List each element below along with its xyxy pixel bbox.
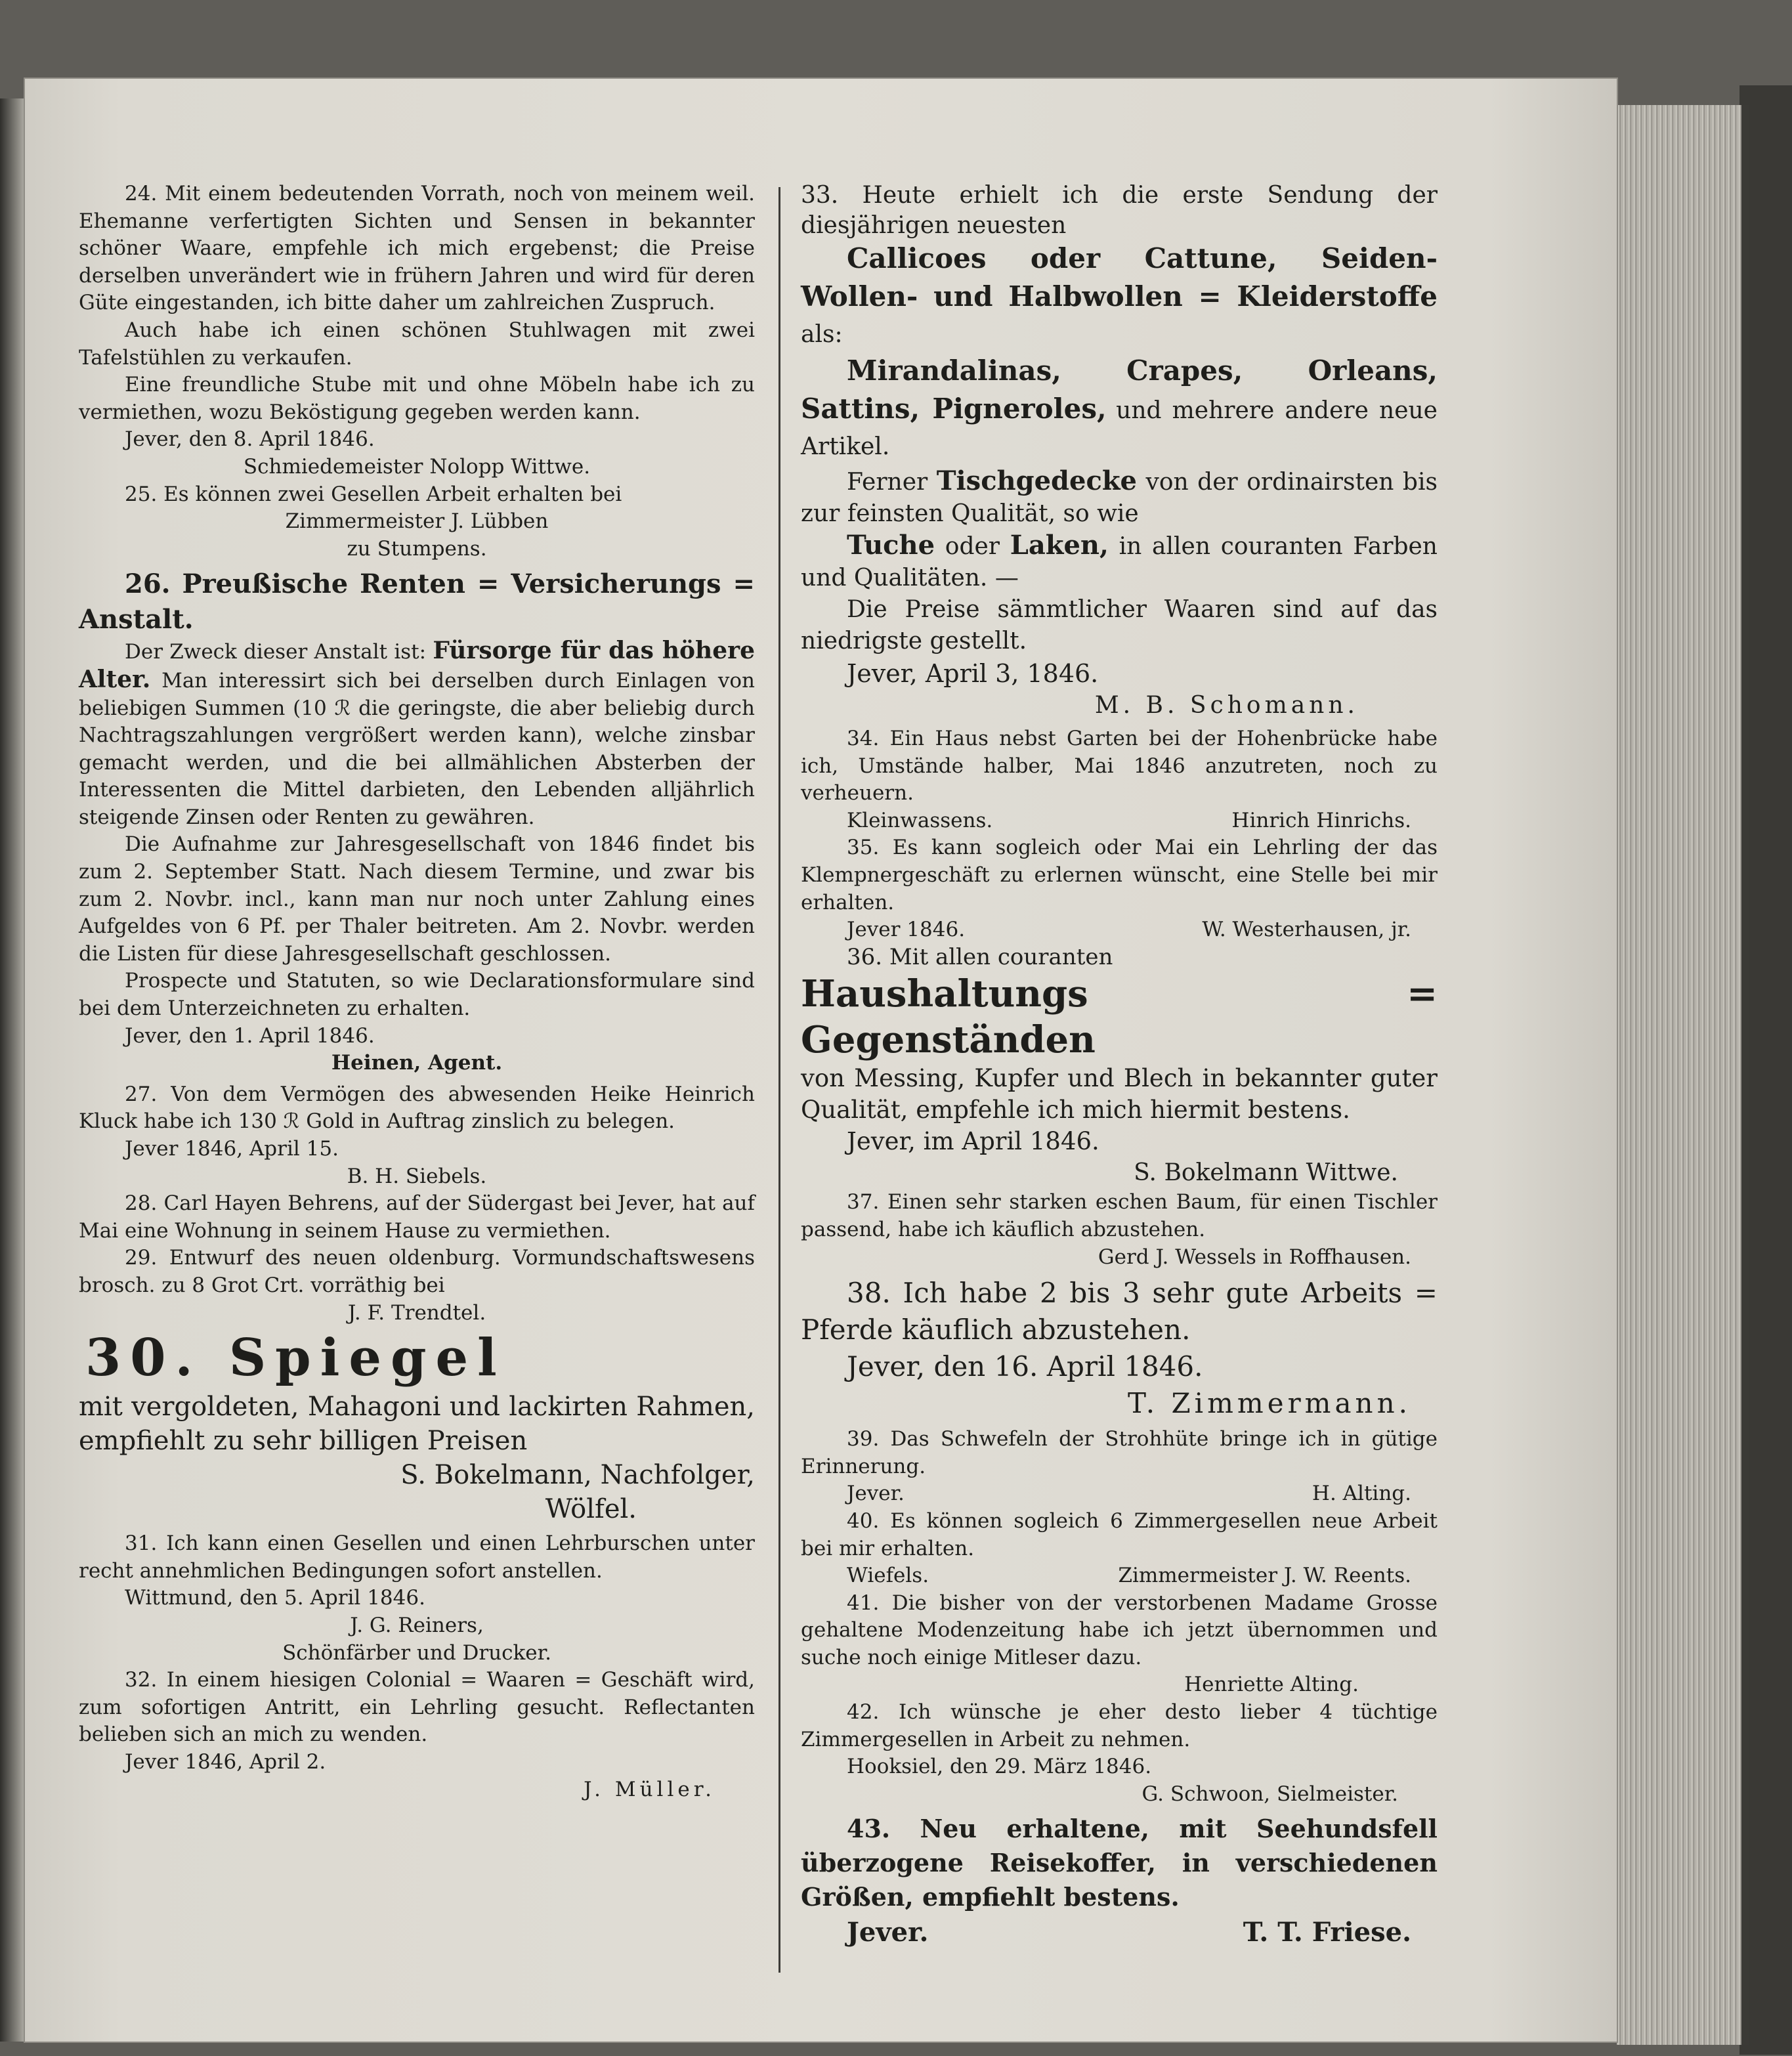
ad-38	[801, 1275, 1438, 1422]
ad-text	[801, 530, 1438, 594]
ad-text: 28. Carl Hayen Behrens, auf der Südergast bei Jever, hat auf Mai eine Wohnung in seinem Hause zu vermiethen.	[79, 1191, 755, 1243]
ad-text: Prospecte und Statuten, so wie Declarationsformulare sind bei dem Unterzeichneten zu erhalten.	[79, 969, 755, 1021]
ad-place: Kleinwassens.	[847, 808, 993, 832]
ad-text: 25. Es können zwei Gesellen Arbeit erhalten bei	[125, 482, 622, 506]
ad-date: Jever, den 1. April 1846.	[125, 1023, 375, 1048]
ad-signature: Henriette Alting.	[1184, 1673, 1359, 1697]
ad-date: Jever, den 8. April 1846.	[125, 427, 375, 452]
ad-42	[801, 1699, 1438, 1808]
ad-footer	[801, 916, 1438, 944]
ad-heading: 26. Preußische Renten = Versicherungs = Anstalt.	[79, 568, 755, 635]
ad-29	[79, 1245, 755, 1327]
ad-date: Jever, im April 1846.	[847, 1127, 1099, 1156]
ad-text: Eine freundliche Stube mit und ohne Möbeln habe ich zu vermiethen, wozu Beköstigung gegeben werden kann.	[79, 373, 755, 424]
ad-signature: M. B. Schomann.	[1094, 692, 1359, 719]
ad-signature: Hinrich Hinrichs.	[1231, 808, 1411, 832]
ad-footer	[801, 1480, 1438, 1508]
ad-text-part: Ferner	[847, 469, 928, 496]
column-divider	[779, 187, 780, 1973]
ad-text-part: in allen couranten Farben und Qualitäten. —	[801, 533, 1438, 591]
ad-emphasis: Tischgedecke	[936, 465, 1137, 496]
ad-43	[801, 1812, 1438, 1951]
ad-text: 42. Ich wünsche je eher desto lieber 4 tüchtige Zimmergesellen in Arbeit zu nehmen.	[801, 1700, 1438, 1751]
ad-signature: W. Westerhausen, jr.	[1202, 918, 1411, 942]
ad-footer	[801, 807, 1438, 835]
ad-date: Jever 1846.	[847, 918, 966, 942]
ad-28	[79, 1190, 755, 1245]
ad-text: 43. Neu erhaltene, mit Seehundsfell überzogene Reisekoffer, in verschiedenen Größen, empfiehlt bestens.	[801, 1814, 1438, 1912]
ad-text: 41. Die bisher von der verstorbenen Madame Grosse gehaltene Modenzeitung habe ich jetzt übernommen und suche noch einige Mitleser dazu.	[801, 1591, 1438, 1669]
ad-signature: T. Zimmermann.	[1127, 1387, 1411, 1420]
ad-35	[801, 834, 1438, 943]
book-spine	[0, 98, 26, 2042]
ad-text	[79, 637, 755, 831]
ad-text: 35. Es kann sogleich oder Mai ein Lehrling der das Klempnergeschäft zu erlernen wünscht, eine Stelle bei mir erhalten.	[801, 836, 1438, 914]
ad-text: Auch habe ich einen schönen Stuhlwagen mit zwei Tafelstühlen zu verkaufen.	[79, 318, 755, 370]
ad-signature: zu Stumpens.	[347, 536, 487, 561]
ad-30	[79, 1327, 755, 1526]
ad-text-part: von der ordinairsten bis zur feinsten Qualität, so wie	[801, 469, 1438, 527]
ad-place: Jever.	[847, 1917, 929, 1948]
ad-text: 31. Ich kann einen Gesellen und einen Lehrburschen unter recht annehmlichen Bedingungen sofort anstellen.	[79, 1531, 755, 1583]
ad-signature: Gerd J. Wessels in Roffhausen.	[1098, 1245, 1411, 1269]
ad-39	[801, 1426, 1438, 1508]
ad-text: 37. Einen sehr starken eschen Baum, für einen Tischler passend, habe ich käuflich abzustehen.	[801, 1190, 1438, 1241]
ad-signature: Schönfärber und Drucker.	[282, 1640, 551, 1665]
ad-text	[801, 353, 1438, 465]
ad-text: 36. Mit allen couranten	[847, 943, 1113, 970]
ad-heading: Haushaltungs = Gegenständen	[801, 972, 1438, 1062]
ad-signature: Heinen, Agent.	[331, 1051, 503, 1075]
ad-text-part: und mehrere andere neue Artikel.	[801, 397, 1438, 460]
ad-place: Wiefels.	[847, 1564, 929, 1588]
ad-34	[801, 725, 1438, 834]
ad-32	[79, 1667, 755, 1803]
ad-signature: J. F. Trendtel.	[347, 1300, 486, 1325]
ad-text: Die Preise sämmtlicher Waaren sind auf das niedrigste gestellt.	[801, 596, 1438, 654]
ad-text: Die Aufnahme zur Jahresgesellschaft von 1846 findet bis zum 2. September Statt. Nach diesem Termine, und zwar bis zum 2. Novbr. incl., kann man nur noch unter Zahlung eines Aufgeldes von 6 Pf. per Thaler beitreten. Am 2. Novbr. werden die Listen für diese Jahresgesellschaft geschlossen.	[79, 832, 755, 966]
ad-signature: Zimmermeister J. W. Reents.	[1118, 1564, 1411, 1588]
ad-signature: J. Müller.	[584, 1777, 715, 1801]
ad-footer	[801, 1914, 1438, 1951]
ad-26	[79, 567, 755, 1077]
ad-text-part: Man interessirt sich bei derselben durch Einlagen von beliebigen Summen (10 ℛ die geringste, die aber beliebig durch Nachtragszahlungen vergrößert werden kann), welche zinsbar gemacht werden, und die bei allmählichen Absterben der Interessenten die Mittel darbieten, den Lebenden alljährlich steigende Zinsen oder Renten zu gewähren.	[79, 668, 755, 829]
ad-signature: Wölfel.	[545, 1494, 637, 1525]
ad-place: Jever.	[847, 1482, 905, 1506]
ad-signature: T. T. Friese.	[1243, 1917, 1411, 1948]
ad-emphasis: Fürsorge für das höhere Alter.	[79, 637, 756, 693]
ad-text-part: Der Zweck dieser Anstalt ist:	[125, 640, 427, 664]
ad-text: 29. Entwurf des neuen oldenburg. Vormundschaftswesens brosch. zu 8 Grot Crt. vorräthig bei	[79, 1246, 755, 1297]
ad-text: 40. Es können sogleich 6 Zimmergesellen neue Arbeit bei mir erhalten.	[801, 1509, 1438, 1560]
ad-text: von Messing, Kupfer und Blech in bekannter guter Qualität, empfehle ich mich hiermit bestens.	[801, 1064, 1438, 1124]
ad-24	[79, 181, 755, 481]
ad-27	[79, 1081, 755, 1190]
ad-33	[801, 181, 1438, 721]
ad-signature: S. Bokelmann, Nachfolger,	[400, 1460, 755, 1491]
ad-date: Hooksiel, den 29. März 1846.	[847, 1755, 1152, 1779]
ad-date: Jever, April 3, 1846.	[847, 659, 1099, 688]
ad-date: Jever 1846, April 2.	[125, 1749, 326, 1774]
ad-signature: Zimmermeister J. Lübben	[285, 509, 549, 534]
ad-text: mit vergoldeten, Mahagoni und lackirten Rahmen, empfiehlt zu sehr billigen Preisen	[79, 1392, 755, 1457]
ad-31	[79, 1530, 755, 1667]
ad-text: 33. Heute erhielt ich die erste Sendung der diesjährigen neuesten	[801, 182, 1438, 239]
ad-footer	[801, 1562, 1438, 1590]
ad-emphasis: Mirandalinas, Crapes, Orleans, Sattins, Pigneroles,	[801, 354, 1438, 425]
ad-emphasis: Callicoes oder Cattune, Seiden-Wollen- und Halbwollen = Kleiderstoffe	[801, 242, 1438, 312]
ad-signature: G. Schwoon, Sielmeister.	[1141, 1782, 1398, 1806]
ad-text: 24. Mit einem bedeutenden Vorrath, noch von meinem weil. Ehemanne verfertigten Sichten und Sensen in bekannter schöner Waare, empfehle ich mich ergebenst; die Preise derselben unverändert wie in frühern Jahren und wird für deren Güte eingestanden, ich bitte daher um zahlreichen Zuspruch.	[79, 182, 755, 315]
ad-40	[801, 1508, 1438, 1590]
ad-37	[801, 1189, 1438, 1271]
ad-text: 32. In einem hiesigen Colonial = Waaren = Geschäft wird, zum sofortigen Antritt, ein Lehrling gesucht. Reflectanten belieben sich an mich zu wenden.	[79, 1668, 755, 1747]
left-column	[79, 181, 755, 1803]
right-column	[801, 181, 1438, 1951]
ad-25	[79, 481, 755, 563]
ad-text-part: als:	[801, 321, 843, 348]
ad-signature: B. H. Siebels.	[347, 1164, 487, 1188]
ad-signature: Schmiedemeister Nolopp Wittwe.	[243, 454, 591, 479]
ad-heading: 30. Spiegel	[85, 1328, 506, 1388]
ad-text	[801, 465, 1438, 530]
ad-signature: S. Bokelmann Wittwe.	[1134, 1159, 1398, 1187]
ad-date: Jever, den 16. April 1846.	[847, 1350, 1203, 1383]
ad-text: 38. Ich habe 2 bis 3 sehr gute Arbeits = Pferde käuflich abzustehen.	[801, 1277, 1438, 1346]
ad-text-part: oder	[945, 533, 1000, 560]
page-edges	[1617, 105, 1749, 2045]
ad-signature: J. G. Reiners,	[350, 1613, 484, 1637]
ad-36	[801, 944, 1438, 1189]
ad-41	[801, 1590, 1438, 1699]
ad-date: Jever 1846, April 15.	[125, 1137, 339, 1161]
ad-emphasis: Tuche	[847, 530, 935, 561]
ad-text: 27. Von dem Vermögen des abwesenden Heike Heinrich Kluck habe ich 130 ℛ Gold in Auftrag zinslich zu belegen.	[79, 1082, 755, 1134]
ad-emphasis: Laken,	[1010, 530, 1109, 561]
ad-date: Wittmund, den 5. April 1846.	[125, 1586, 425, 1610]
ad-text: 34. Ein Haus nebst Garten bei der Hohenbrücke habe ich, Umstände halber, Mai 1846 anzutreten, noch zu verheuern.	[801, 727, 1438, 805]
ad-text	[801, 241, 1438, 353]
ad-signature: H. Alting.	[1312, 1482, 1411, 1506]
ad-text: 39. Das Schwefeln der Strohhüte bringe ich in gütige Erinnerung.	[801, 1427, 1438, 1478]
